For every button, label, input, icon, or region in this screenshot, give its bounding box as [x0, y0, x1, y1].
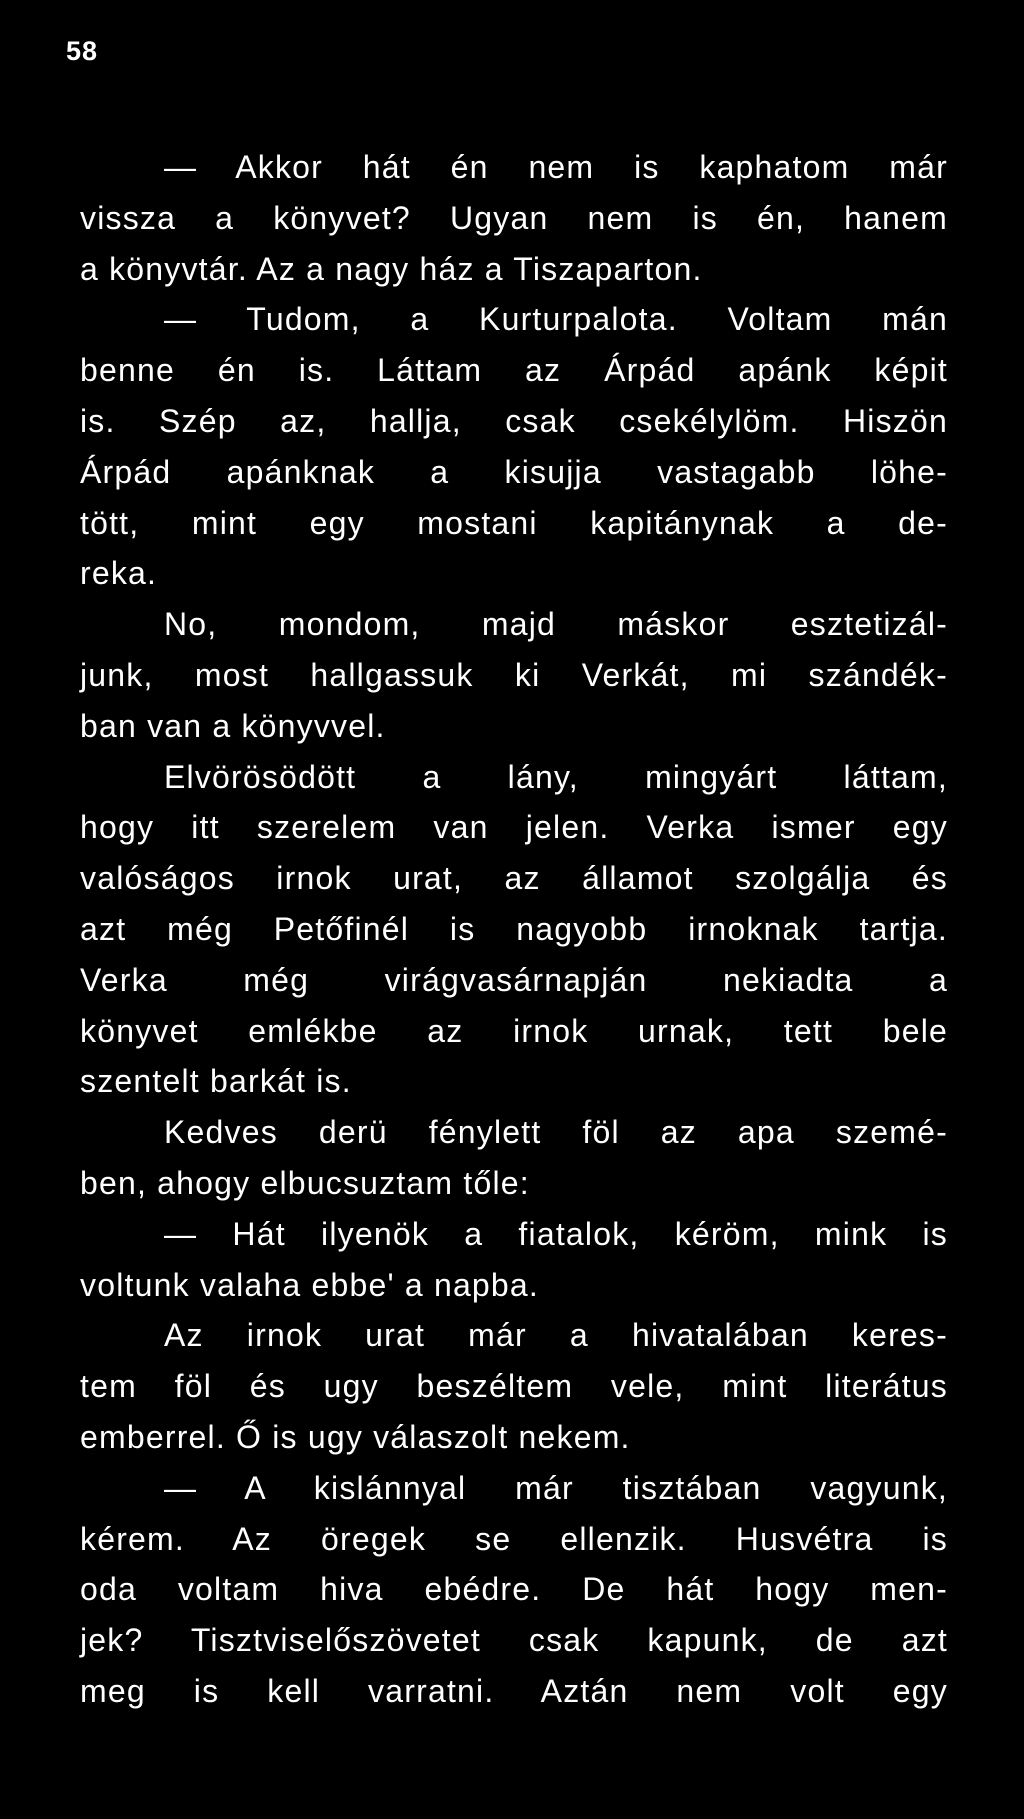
text-line: — Tudom, a Kurturpalota. Voltam mán: [164, 301, 948, 338]
text-line: — Akkor hát én nem is kaphatom már: [164, 149, 948, 185]
text-line: No, mondom, majd máskor esztetizál-: [164, 606, 948, 643]
text-line: is. Szép az, hallja, csak csekélylöm. Hiszön: [80, 402, 948, 439]
text-line: meg is kell varratni. Aztán nem volt egy: [80, 1672, 948, 1709]
text-line: ben, ahogy elbucsuztam tőle:: [80, 1164, 530, 1201]
text-line: azt még Petőfinél is nagyobb irnoknak tartja.: [80, 910, 948, 947]
text-line: tem föl és ugy beszéltem vele, mint literátus: [80, 1368, 948, 1405]
text-line: tött, mint egy mostani kapitánynak a de-: [80, 504, 948, 541]
text-line: junk, most hallgassuk ki Verkát, mi szándék-: [80, 656, 948, 693]
text-line: valóságos irnok urat, az államot szolgálja és: [80, 860, 948, 897]
text-line: — Hát ilyenök a fiatalok, kéröm, mink is: [164, 1215, 948, 1252]
text-line: Az irnok urat már a hivatalában keres-: [164, 1317, 948, 1354]
text-line: kérem. Az öregek se ellenzik. Husvétra is: [80, 1520, 948, 1557]
page-number: 58: [66, 36, 99, 66]
text-line: jek? Tisztviselőszövetet csak kapunk, de azt: [80, 1622, 948, 1659]
text-line: benne én is. Láttam az Árpád apánk képit: [80, 352, 948, 389]
text-line: Árpád apánknak a kisujja vastagabb löhe-: [80, 453, 948, 490]
text-line: emberrel. Ő is ugy válaszolt nekem.: [80, 1418, 631, 1455]
text-line: oda voltam hiva ebédre. De hát hogy men-: [80, 1571, 948, 1608]
text-line: könyvet emlékbe az irnok urnak, tett bele: [80, 1012, 948, 1049]
text-line: Kedves derü fénylett föl az apa szemé-: [164, 1114, 948, 1151]
text-line: Elvörösödött a lány, mingyárt láttam,: [164, 758, 948, 795]
text-line: Verka még virágvasárnapján nekiadta a: [80, 961, 948, 998]
text-line: reka.: [80, 555, 158, 592]
text-line: a könyvtár. Az a nagy ház a Tiszaparton.: [80, 250, 703, 287]
text-line: szentelt barkát is.: [80, 1063, 352, 1100]
text-line: voltunk valaha ebbe' a napba.: [80, 1266, 540, 1303]
text-line: ban van a könyvvel.: [80, 707, 386, 744]
text-line: vissza a könyvet? Ugyan nem is én, hanem: [80, 199, 948, 236]
text-line: hogy itt szerelem van jelen. Verka ismer egy: [80, 809, 948, 846]
body-text: [80, 142, 948, 1717]
text-line: — A kislánnyal már tisztában vagyunk,: [164, 1469, 948, 1506]
